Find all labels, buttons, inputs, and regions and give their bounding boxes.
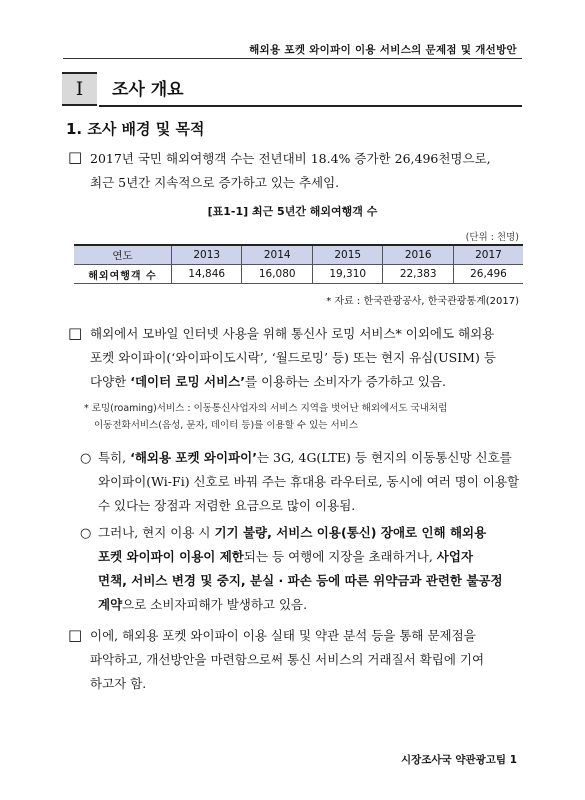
paragraph-4: [98, 521, 503, 617]
circle-bullet: ○: [80, 451, 92, 466]
paragraph-line: 하고자 함.: [90, 676, 147, 691]
emphasis-text: ‘데이터 로밍 서비스’: [130, 374, 246, 389]
page-footer: 시장조사국 약관광고팀 1: [400, 754, 517, 766]
paragraph-2: [90, 322, 496, 394]
table-header-cell: 2016: [383, 245, 453, 265]
paragraph-line: [90, 370, 496, 394]
table-header-cell: 연도: [74, 245, 172, 265]
circle-bullet: ○: [80, 526, 92, 541]
paragraph-line: [98, 545, 503, 569]
header-divider: [63, 58, 522, 59]
table-cell: 22,383: [383, 265, 453, 284]
paragraph-line: [98, 569, 503, 593]
table-row: [74, 265, 523, 284]
table-cell: 19,310: [312, 265, 382, 284]
table-header-cell: 2013: [172, 245, 242, 265]
subsection-title: 1. 조사 배경 및 목적: [66, 120, 205, 138]
running-header: 해외용 포켓 와이파이 이용 서비스의 문제점 및 개선방안: [249, 44, 517, 56]
paragraph-line: 와이파이(Wi-Fi) 신호로 바꿔 주는 휴대용 라우터로, 동시에 여러 명이 이용할: [98, 474, 520, 489]
table-cell: 16,080: [242, 265, 312, 284]
text-run: 그러나, 현지 이용 시: [98, 525, 215, 540]
table-row-label: 해외여행객 수: [74, 265, 172, 284]
paragraph-5: [90, 624, 484, 696]
paragraph-line: 포켓 와이파이(‘와이파이도시락’, ‘월드로밍’ 등) 또는 현지 유심(USIM) 등: [90, 350, 496, 365]
section-title: 조사 개요: [112, 80, 184, 100]
table-unit: (단위 : 천명): [465, 232, 519, 243]
paragraph-3: [98, 446, 519, 518]
table-header-row: [74, 245, 523, 265]
text-run: 다양한: [90, 374, 131, 389]
emphasis-text: 기기 불량, 서비스 이용(통신) 장애로 인해 해외용: [214, 525, 487, 540]
footnote: [84, 400, 447, 434]
paragraph-line: 해외에서 모바일 인터넷 사용을 위해 통신사 로밍 서비스* 이외에도 해외용: [90, 326, 495, 341]
text-run: 특히,: [98, 450, 131, 465]
travelers-table: [74, 244, 523, 284]
emphasis-text: 포켓 와이파이 이용이 제한: [98, 549, 244, 564]
paragraph-line: 수 있다는 장점과 저렴한 요금으로 많이 이용됨.: [98, 498, 356, 513]
footnote-line: 이동전화서비스(음성, 문자, 데이터 등)를 이용할 수 있는 서비스: [94, 420, 359, 431]
square-bullet: □: [68, 148, 83, 166]
text-run: 는 3G, 4G(LTE) 등 현지의 이동통신망 신호를: [257, 450, 512, 465]
paragraph-line: [98, 521, 503, 545]
square-bullet: □: [68, 324, 83, 342]
paragraph-line: 이에, 해외용 포켓 와이파이 이용 실태 및 약관 분석 등을 통해 문제점을: [90, 628, 476, 643]
table-source: * 자료 : 한국관광공사, 한국관광통계(2017): [326, 296, 519, 307]
emphasis-text: 계약: [98, 597, 123, 612]
emphasis-text: 면책, 서비스 변경 및 중지, 분실 · 파손 등에 따른 위약금과 관련한 불공정: [98, 573, 503, 588]
footnote-line: * 로밍(roaming)서비스 : 이동통신사업자의 서비스 지역을 벗어난 해외에서도 국내처럼: [84, 403, 448, 414]
table-caption: [표1-1] 최근 5년간 해외여행객 수: [207, 205, 378, 218]
paragraph-line: [98, 593, 503, 617]
text-run: 으로 소비자피해가 발생하고 있음.: [122, 597, 308, 612]
emphasis-text: ‘해외용 포켓 와이파이’: [130, 450, 257, 465]
table-cell: 14,846: [172, 265, 242, 284]
paragraph-line: 파악하고, 개선방안을 마련함으로써 통신 서비스의 거래질서 확립에 기여: [90, 652, 485, 667]
paragraph-1: [90, 147, 491, 195]
section-heading: [62, 70, 522, 107]
section-number: Ⅰ: [62, 72, 97, 106]
square-bullet: □: [68, 626, 83, 644]
section-underline: [99, 105, 522, 107]
table-header-cell: 2014: [242, 245, 312, 265]
paragraph-line: [98, 446, 519, 470]
text-run: 되는 등 여행에 지장을 초래하거나,: [243, 549, 437, 564]
emphasis-text: 사업자: [436, 549, 474, 564]
table-cell: 26,496: [453, 265, 523, 284]
table-header-cell: 2017: [453, 245, 523, 265]
table-header-cell: 2015: [312, 245, 382, 265]
text-run: 를 이용하는 소비자가 증가하고 있음.: [245, 374, 447, 389]
paragraph-line: 2017년 국민 해외여행객 수는 전년대비 18.4% 증가한 26,496천명으로,: [90, 151, 491, 166]
paragraph-line: 최근 5년간 지속적으로 증가하고 있는 추세임.: [90, 175, 340, 190]
